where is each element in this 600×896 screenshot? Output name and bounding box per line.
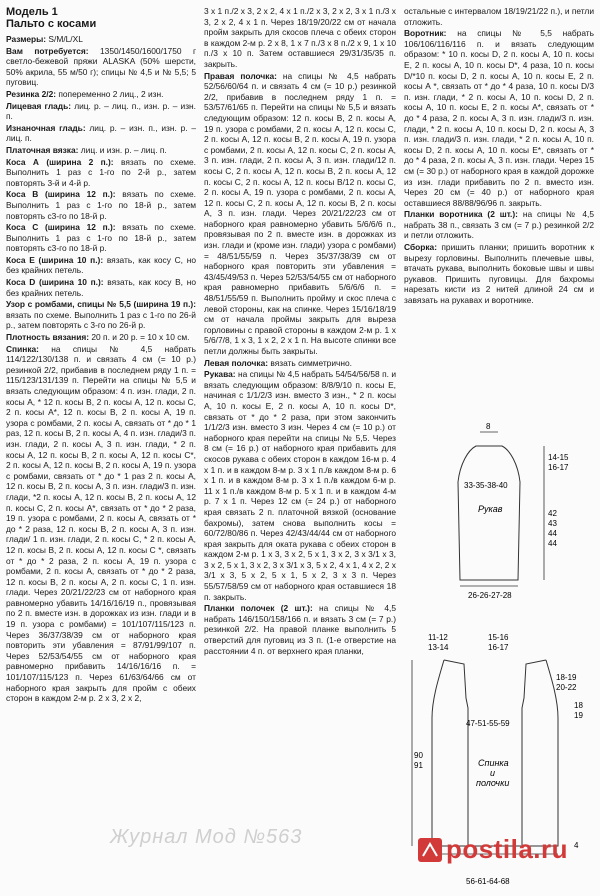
paragraph-text: на спицы № 4,5 набрать 38 п., связать 3 см (= 7 р.) резинкой 2/2 и петли отложить. (404, 209, 594, 241)
paragraph-label: Планки полочек (2 шт.): (204, 603, 313, 614)
paragraph-text: пришить планки; пришить воротник к вырезу горловины. Выполнить плечевые швы, втачать рукава, выполнить боковые швы и швы рукавов. Пришить пуговицы. Для бахромы нарезать кисти из 2 нитей длиной 24 см и завязать на рукавах и воротнике. (404, 242, 594, 306)
column-2 (204, 6, 396, 657)
model-title (6, 6, 196, 30)
paragraph-text: на спицы № 4,5 набрать 52/56/60/64 п. и связать 4 см (= 10 р.) резинкой 2/2, прибавив в последнем ряду 1 п. = 53/57/61/65 п. Перейти на спицы № 5,5 и вязать следующим образом: 12 п. косы В, 2 п. косы А, 19 п. узора с ромбами, 2 п. косы А, 12 п. косы С, 2 п. косы А, 12 п. косы В, 2 п. косы А, 19 п. узора с ромбами, 2 п. косы А, 12 п. косы С, 2 п. косы А, 3 п. изн. глади, 2 п. косы А, 3 п. изн. глади/12 п. косы С, 2 п. косы А, 12 п. косы В, 2 п. косы А, 12 п. косы С, 2 п. косы А, 12 п. косы В/12 п. косы С, 2 п. косы А, 19 п. узора с ромбами, 2 п. косы А, 12 п. косы С, 2 п. косы А, 12 п. косы В, 2 п. косы А, 3 п. изн. глади. Через 20/21/22/23 см от наборного края равномерно убавить 5/6/6/6 п., провязывая по 2 п. вместе изн. в дорожках из изн. глади и (кроме изн. глади) узора с ромбами) = 48/51/55/59 п. Через 35/37/38/39 см от наборного края повторить эти убавления = 43/45/49/53 п. Через 52/53/54/55 см от наборного края равномерно прибавить 5/6/6/6 п. = 48/51/55/59 п. Выполнить пройму и скос плеча с левой стороны, как на спинке. Через 15/16/18/19 см от начала проймы закрыть для выреза горловины с правой стороны в каждом 2-м р. 1 х 5/6/7/8, 1 х 3, 1 х 2, 2 х 1 п. На высоте спинки все петли должны быть закрыты. (204, 70, 396, 356)
model-name: Пальто с косами (6, 18, 97, 30)
postila-logo[interactable]: postila.ru (446, 834, 569, 864)
paragraph-text: попеременно 2 лиц., 2 изн. (56, 88, 164, 99)
body-left-side-2: 91 (414, 761, 423, 770)
paragraph-text: лиц. р. – лиц. п., изн. р. – изн. п. (6, 100, 196, 122)
paragraph (6, 255, 196, 276)
postila-icon (418, 838, 442, 862)
paragraph (204, 369, 396, 602)
paragraph-text: на спицы № 4,5 набрать 54/54/56/58 п. и вязать следующим образом: 8/8/9/10 п. косы Е, начиная с 1/1/2/3 изн. вместо 3 изн., * 2 п. косы А, 10 п. косы Е, 2 п. косы А, 10 п. косы D*, связать от * до * 2 раза, при этом закончить 1/1/2/3 изн. вместо 3 изн. Через 4 см (= 10 р.) от наборного края перейти на спицы № 5,5. Через 8 см (= 16 р.) от наборного края прибавить для скосов рукава с обеих сторон в каждом 16-м р. 4 х 1 п. и в каждом 8-м р. 3 х 1 п./в каждом 8-м р. 6 х 1 п. и в каждом 8-м р. 3 х 1 п./в каждом 6-м р. 11 х 1 п./в каждом 8-м р. 5 х 1 п. и в каждом 4-м р. 7 х 1 п. Через 12 см (= 24 р.) от наборного края связать 2 п. платочной вязкой (основание бахромы), затем снова выполнить косы = 60/72/80/86 п. Через 42/43/44/44 см от наборного края закрыть для оката рукава с обеих сторон в каждом 2-м р. 1 х 3, 3 х 2, 5 х 1, 3 х 2, 3 х 3/1 х 3, 3 х 2, 5 х 1, 3 х 2, 3 х 3/1 х 3, 5 х 2, 4 х 1, 4 х 2, 2 х 3/1 х 3, 5 х 2, 5 х 1, 5 х 2, 3 х 3 п. Через 55/57/58/59 см от наборного края оставшиеся 18 п. закрыть. (204, 369, 396, 602)
body-left-side-1: 90 (414, 751, 423, 760)
body-right-bottom: 4 (574, 841, 579, 850)
paragraph-text: лиц. р. – изн. п., изн. р. – лиц. п. (6, 122, 196, 144)
paragraph (404, 6, 594, 27)
body-label-2: и (490, 768, 496, 778)
paragraph-label: Коса В (ширина 12 п.): (6, 189, 116, 200)
paragraph (404, 242, 594, 306)
paragraph-label: Планки воротника (2 шт.): (404, 209, 518, 220)
body-bottom: 56-61-64-68 (466, 877, 510, 886)
paragraph (6, 123, 196, 144)
sleeve-width-top: 33-35-38-40 (464, 481, 508, 490)
paragraph-label: Коса С (ширина 12 п.): (6, 222, 116, 233)
paragraph-label: Вам потребуется: (6, 45, 89, 56)
paragraph-text: вязать, как косу С, но без крайних петель. (6, 254, 197, 276)
paragraph-text: вязать по схеме. Выполнить 1 раз с 1-го по 18-й р., затем повторять с3-го по 18-й р. (6, 189, 196, 221)
paragraph (404, 28, 594, 208)
paragraph (6, 277, 196, 298)
paragraph-label: Спинка: (6, 343, 39, 354)
paragraph-text: вязать по схеме. Выполнить 1 раз с 1-го по 2-й р., затем повторять 3-й и 4-й р. (6, 156, 196, 188)
column-1-body (6, 34, 196, 704)
sleeve-right-4: 43 (548, 519, 557, 528)
column-1 (6, 6, 196, 705)
body-left-top-1: 11-12 (428, 633, 448, 642)
body-right-top-2: 20-22 (556, 683, 577, 692)
paragraph-label: Резинка 2/2: (6, 88, 57, 99)
paragraph-label: Платочная вязка: (6, 144, 79, 155)
paragraph-label: Воротник: (404, 28, 447, 39)
paragraph (6, 34, 196, 45)
sleeve-bottom: 26-26-27-28 (468, 591, 512, 600)
sleeve-right-2: 16-17 (548, 463, 569, 472)
paragraph (6, 189, 196, 221)
paragraph-text: вязать по схеме. Выполнить 1 раз с 1-го по 18-й р., затем повторять с3-го по 18-й р. (6, 222, 196, 254)
paragraph (6, 89, 196, 100)
sleeve-label: Рукав (478, 504, 503, 514)
paragraph-text: 20 п. и 20 р. = 10 х 10 см. (89, 332, 190, 343)
paragraph-text: остальные с интервалом 18/19/21/22 п.), и петли отложить. (404, 6, 594, 27)
body-right-mid-1: 18 (574, 701, 583, 710)
paragraph (6, 157, 196, 189)
paragraph-label: Коса D (ширина 10 п.): (6, 277, 104, 288)
postila-icon-bg (418, 838, 442, 862)
paragraph (6, 299, 196, 331)
paragraph-text: 3 х 1 п./2 х 3, 2 х 2, 4 х 1 п./2 х 3, 2 х 2, 3 х 1 п./3 х 3, 2 х 2, 4 х 1 п. Через 18/19/20/22 см от начала пройм закрыть для скосов плеча с обеих сторон в каждом 2-м р. 2 х 8, 1 х 7 п./3 х 8 п./2 х 9, 1 х 10 п./3 х 10 п. Затем оставшиеся 29/31/35/35 п. закрыть. (204, 6, 396, 69)
body-mid-top-2: 16-17 (488, 643, 509, 652)
body-width-mid: 47-51-55-59 (466, 719, 510, 728)
sleeve-right-1: 14-15 (548, 453, 569, 462)
paragraph (6, 344, 196, 704)
body-left-top-2: 13-14 (428, 643, 449, 652)
paragraph (404, 209, 594, 241)
paragraph-text: вязать, как косу В, но без крайних петель. (6, 277, 196, 298)
body-mid-top-1: 15-16 (488, 633, 509, 642)
paragraph (6, 145, 196, 156)
column-2-body (204, 6, 396, 656)
body-outline (444, 660, 546, 846)
column-3 (404, 6, 594, 307)
paragraph (204, 358, 396, 369)
paragraph (6, 332, 196, 343)
paragraph-label: Правая полочка: (204, 70, 277, 81)
body-outline-right (522, 660, 558, 846)
paragraph-text: вязать по схеме. Выполнить 1 раз с 1-го по 26-й р., затем повторять с 3-го по 26-й р. (6, 309, 196, 331)
paragraph-label: Сборка: (404, 242, 437, 253)
paragraph-text: 1350/1450/1600/1750 г светло-бежевой пряжи ALASKA (50% шерсти, 50% акрила, 55 м/50 г); спицы № 4,5 и № 5,5; 5 пуговиц. (6, 45, 196, 88)
body-right-top-1: 18-19 (556, 673, 577, 682)
paragraph-text: на спицы № 4,5 набрать 114/122/130/138 п. и связать 4 см (= 10 р.) резинкой 2/2, прибавив в последнем ряду 1 п. = 115/123/131/139 п. Перейти на спицы № 5,5 и вязать следующим образом: 4 п. изн. глади, 2 п. косы А, * 12 п. косы В, 2 п. косы А, 12 п. косы С, 2 п. косы А*, 12 п. косы В, 2 п. косы А, 19 п. узора с ромбами, 2 п. косы А, связать от * до * 1 раз, 12 п. косы В, 2 п. косы А, 4 п. изн. глади/3 п. изн. глади, 2 п. косы А, 3 п. изн. глади, * 2 п. косы А, 12 п. косы В, 2 п. косы А, 12 п. косы С*, 2 п. косы А, 12 п. косы В, 2 п. косы А, 19 п. узора с ромбами, связать от * до * 1 раз 2 п. косы А, 12 п. косы В, 2 п. косы А, 3 п. изн. глади/3 п. изн. глади, *2 п. косы А, 12 п. косы В, 2 п. косы А, 12 п. косы С, 2 п. косы А*, связать от * до * 2 раза, 19 п. узора с ромбами, 2 п. косы А, связать от * до * 2 раза, 12 п. косы В, 2 п. косы А, 3 п. изн. глади/ 1 п. изн. глади, 2 п. косы С, * 2 п. косы А, 12 п. косы В, 2 п. косы А, 12 п. косы С *, связать от * до * 2 раза, 2 п. косы А, 19 п. узора с ромбами, 2 п. косы А, связать от * до * 2 раза, 12 п. косы В, 2 п. косы А, 2 п. косы С, 1 п. изн. глади. Через 20/21/22/23 см от наборного края равномерно убавить 14/16/16/19 п., провязывая по 2 п. вместе изн. в дорожках из изн. глади и в 19 п. узора с ромбами) = 101/107/115/123 п. Через 36/37/38/39 см от наборного края повторить эти убавления = 87/91/99/107 п. Через 52/53/54/55 см от наборного края равномерно прибавить 14/16/16/16 п. = 101/107/115/123 п. Через 61/63/64/66 см от наборного края закрыть для пройм с обеих сторон в каждом 2-м р. 2 х 3, 2 х 2, (6, 343, 196, 704)
sleeve-right-3: 42 (548, 509, 557, 518)
paragraph-label: Лицевая гладь: (6, 100, 72, 111)
sleeve-right-6: 44 (548, 539, 557, 548)
paragraph-text: лиц. и изн. р. – лиц. п. (78, 144, 167, 155)
sleeve-right-5: 44 (548, 529, 557, 538)
paragraph (204, 6, 396, 70)
paragraph-text: на спицы № 5,5 набрать 106/106/116/116 п. и вязать следующим образом: * 10 п. косы D, 2 п. косы А, 10 п. косы Е, 2 п. косы А, 10 п. косы D*, 4 раза, 10 п. косы D/*10 п. косы D, 2 п. косы А, 10 п. косы Е, 2 п. косы А *, связать от * до * 4 раза, 10 п. косы D/3 п. изн. глади, * 2 п. косы А, 10 п. косы D, 2 п. косы А, 10 п. косы Е, 2 п. косы А*, связать от * до * 4 раза, 2 п. косы А, 3 п. изн. глади/3 п. изн. глади, * 2 п. косы А, 10 п. косы D, 2 п. косы А, 3 п. изн. глади/3 п. изн. глади, * 2 п. косы А, 10 п. косы D, 2 п. косы А, 10 п. косы Е*, связать от * до * 4 раза, 2 п. косы А, 3 п. изн. глади. Через 15 см (= 30 р.) от наборного края в каждой дорожке из изн. глади прибавить по 2 п. вместо изн. Через 20 см (= 40 р.) от наборного края оставшиеся 88/88/96/96 п. закрыть. (404, 28, 594, 208)
body-label-1: Спинка (478, 758, 509, 768)
paragraph (6, 222, 196, 254)
paragraph-text: вязать симметрично. (268, 357, 352, 368)
paragraph-label: Изнаночная гладь: (6, 122, 86, 133)
paragraph (6, 101, 196, 122)
paragraph-text: S/M/L/XL (46, 34, 83, 44)
paragraph-text: на спицы № 4,5 набрать 146/150/158/166 п. и вязать 3 см (= 7 р.) резинкой 2/2. На правой планке выполнить 5 отверстий для пуговиц из 3 п. (1-е отверстие на расстоянии 4 п. от верхнего края планки, (204, 603, 396, 656)
paragraph (204, 71, 396, 357)
model-number: Модель 1 (6, 6, 58, 18)
paragraph-label: Левая полочка: (204, 357, 269, 368)
paragraph-label: Коса Е (ширина 10 п.): (6, 254, 104, 265)
body-outline-left (432, 660, 468, 846)
body-label-3: полочки (476, 778, 510, 788)
paragraph-label: Рукава: (204, 369, 236, 380)
paragraph-label: Узор с ромбами, спицы № 5,5 (ширина 19 п.): (6, 299, 196, 310)
paragraph (6, 46, 196, 88)
paragraph-label: Коса А (ширина 2 п.): (6, 156, 114, 167)
body-right-mid-2: 19 (574, 711, 583, 720)
paragraph-label: Размеры: (6, 34, 47, 44)
sleeve-diagram (404, 420, 596, 600)
sleeve-top: 8 (486, 422, 491, 431)
column-3-body (404, 6, 594, 306)
paragraph-label: Плотность вязания: (6, 332, 90, 343)
paragraph (204, 603, 396, 656)
watermark: Журнал Мод №563 (110, 826, 303, 848)
